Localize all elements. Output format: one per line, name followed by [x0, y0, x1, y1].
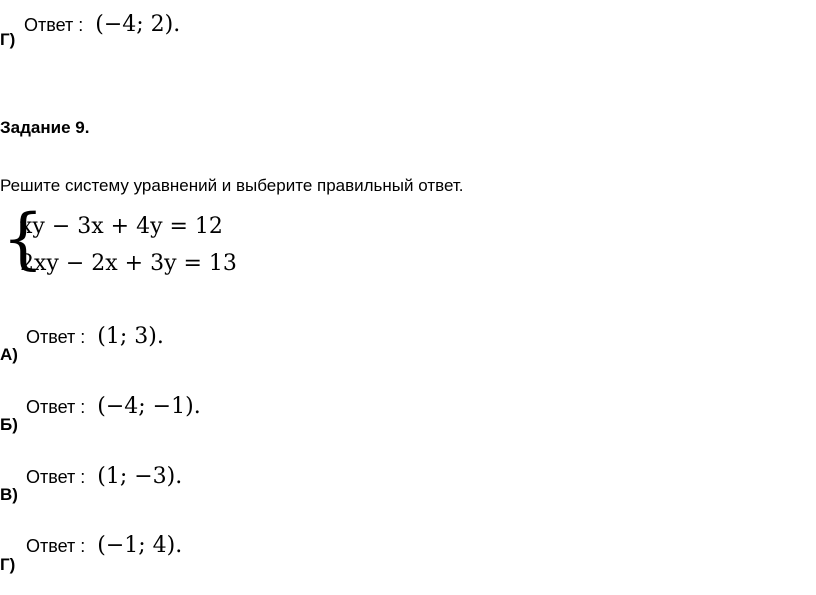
answer-value: (−1; 4).: [97, 533, 183, 558]
equation-2: 2xy − 2x + 3y = 13: [20, 251, 237, 276]
option-v-answer: [26, 464, 182, 489]
option-v-letter: В): [0, 485, 18, 504]
equation-1: xy − 3x + 4y = 12: [20, 214, 223, 239]
answer-word: Ответ :: [26, 397, 86, 417]
option-b-answer: [26, 394, 201, 419]
answer-value: (1; 3).: [97, 324, 164, 349]
option-g-answer: [26, 533, 182, 558]
task-instruction: Решите систему уравнений и выберите правильный ответ.: [0, 176, 464, 195]
option-g-letter: Г): [0, 555, 16, 574]
option-a-answer: [26, 324, 164, 349]
answer-word: Ответ :: [26, 327, 86, 347]
answer-word: Ответ :: [26, 536, 86, 556]
option-b-letter: Б): [0, 415, 18, 434]
answer-word: Ответ :: [26, 467, 86, 487]
system-brace: {: [2, 200, 44, 277]
answer-value: (−4; 2).: [95, 12, 181, 37]
option-a-letter: А): [0, 345, 18, 364]
prev-option-letter: Г): [0, 30, 16, 49]
prev-option-answer: [24, 12, 180, 37]
answer-value: (1; −3).: [97, 464, 183, 489]
answer-word: Ответ :: [24, 15, 84, 35]
answer-value: (−4; −1).: [97, 394, 201, 419]
task-heading: Задание 9.: [0, 118, 90, 137]
